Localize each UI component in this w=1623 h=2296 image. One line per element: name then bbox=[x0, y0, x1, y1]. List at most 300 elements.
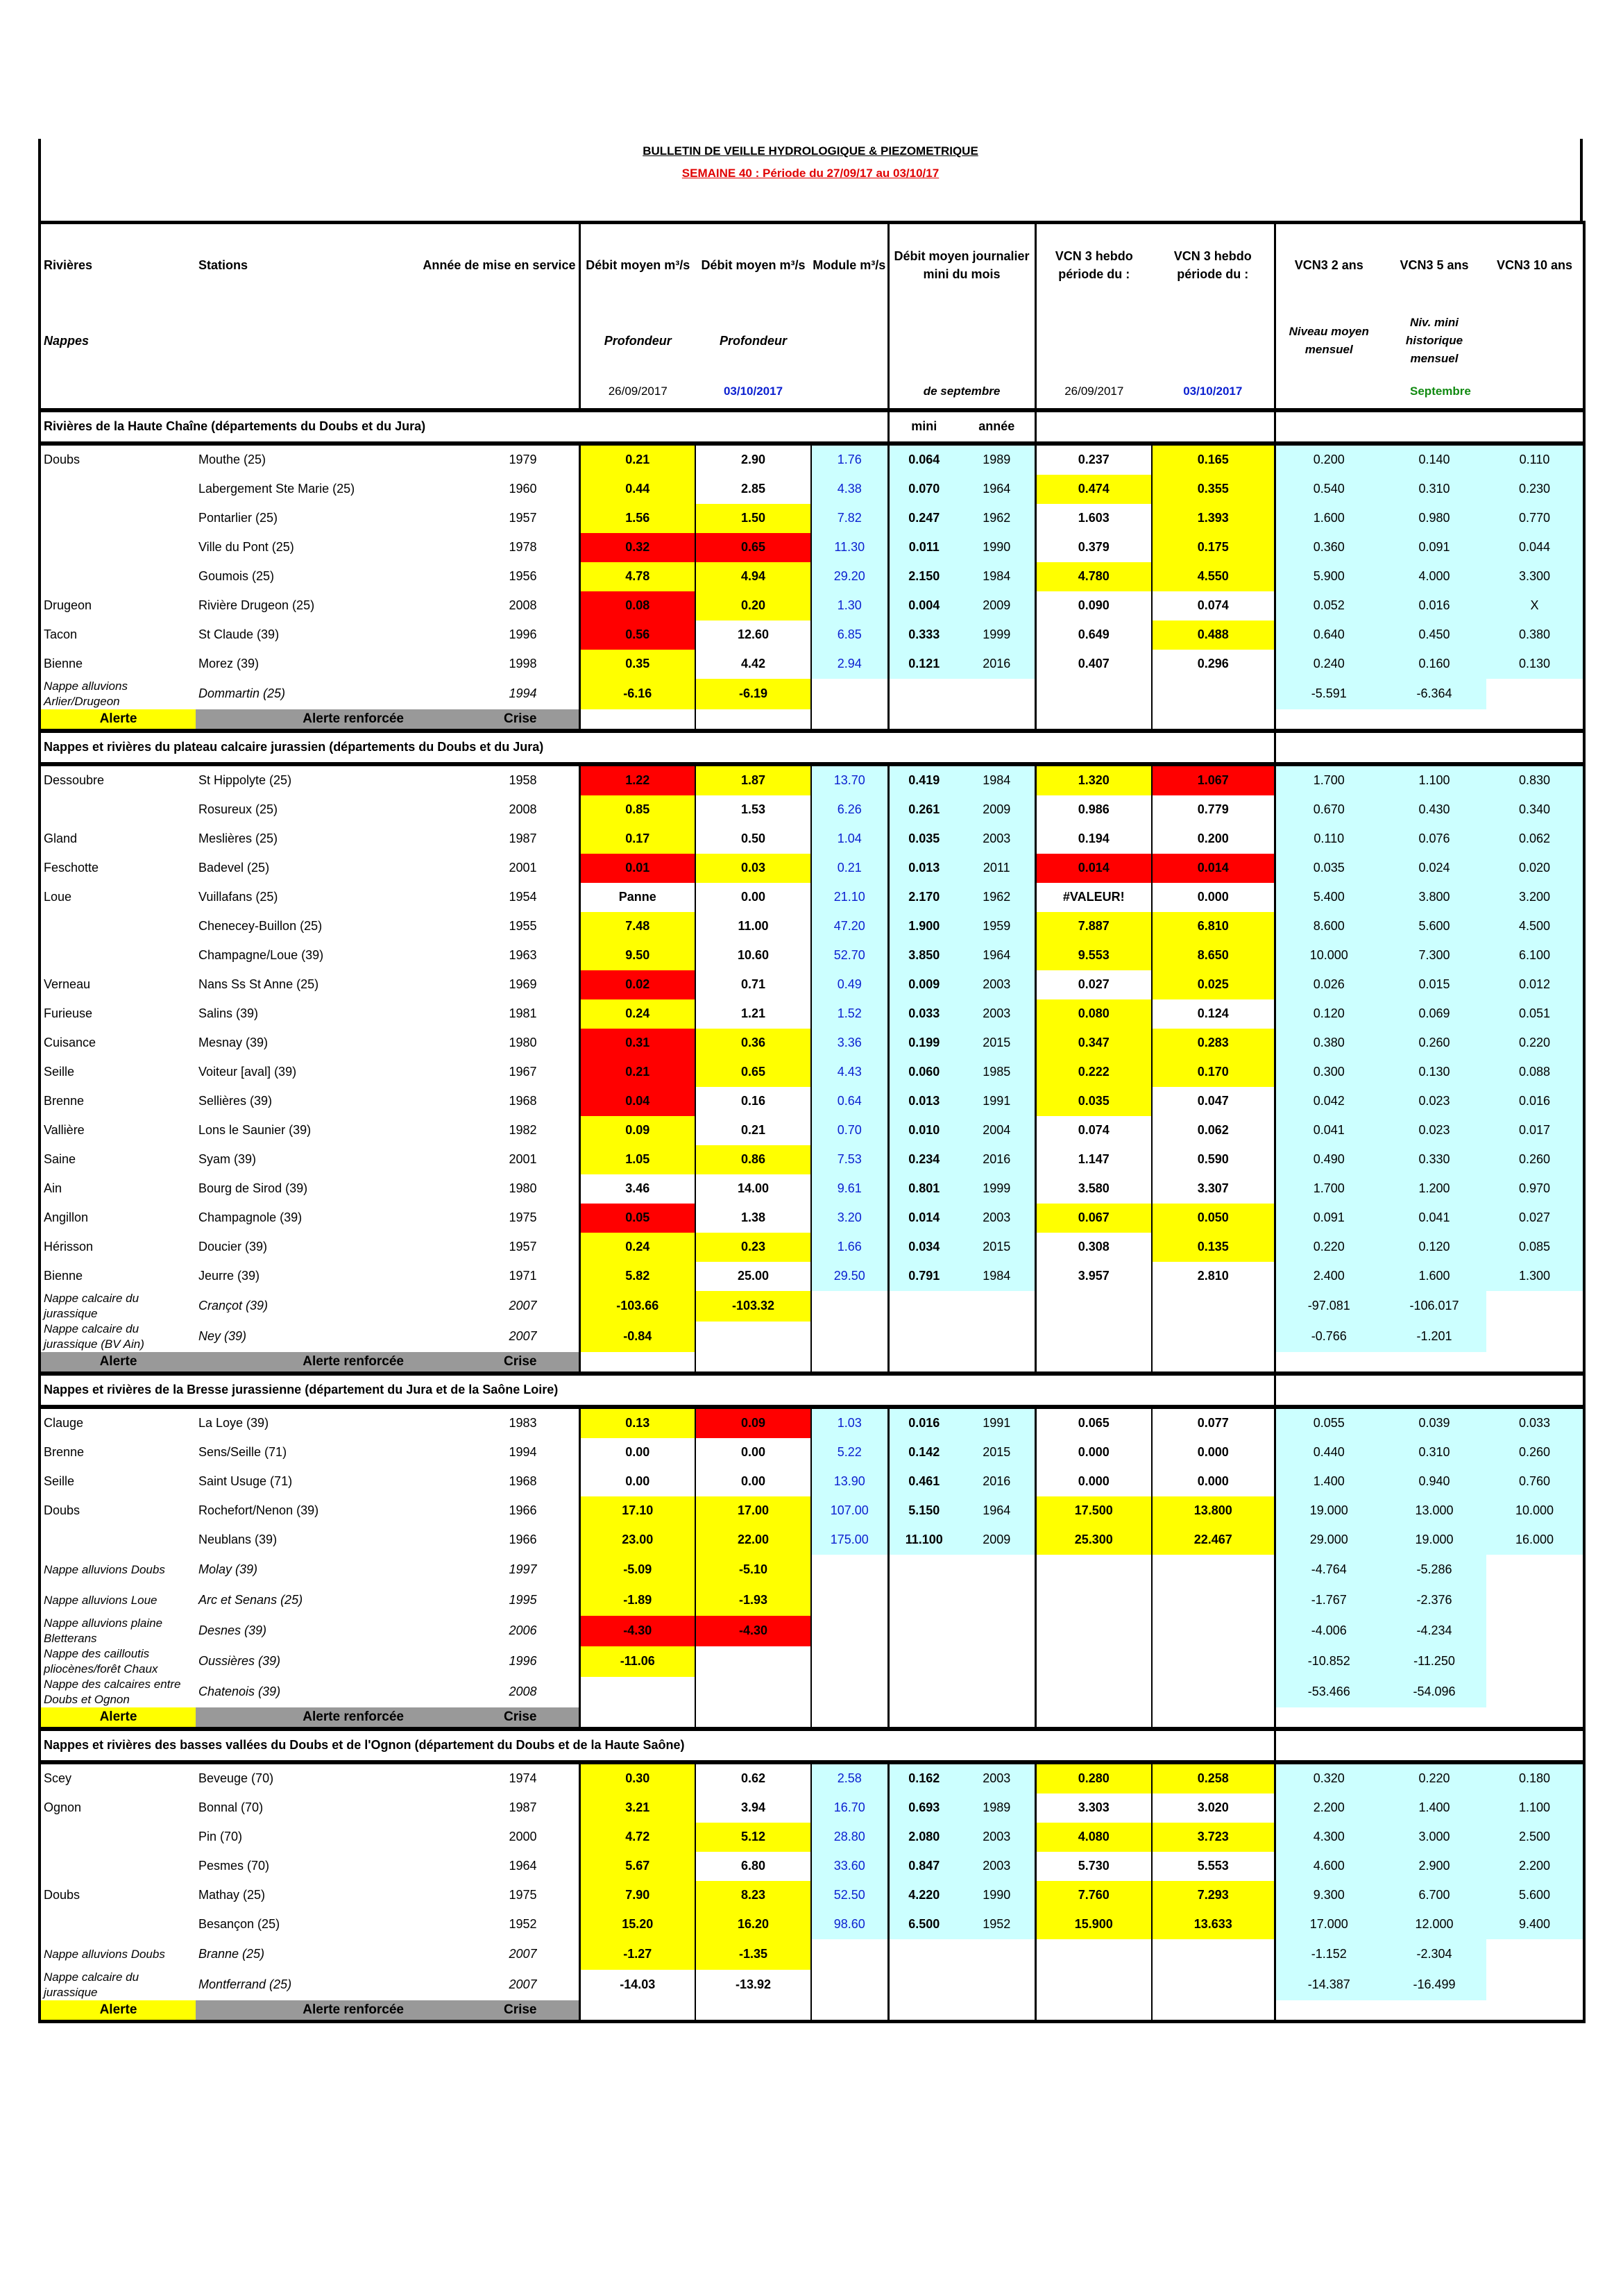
debit2-cell: 2.85 bbox=[695, 475, 811, 504]
station-cell: Morez (39) bbox=[198, 657, 260, 670]
vcn3-5ans-cell: 1.600 bbox=[1382, 1262, 1486, 1291]
vcn3-5ans-cell: 0.120 bbox=[1382, 1233, 1486, 1262]
vcn3-2ans-cell: 0.540 bbox=[1275, 475, 1382, 504]
debit-mini-cell: 0.004 bbox=[888, 591, 959, 621]
profondeur2-cell: -5.10 bbox=[695, 1555, 811, 1585]
station-cell: Salins (39) bbox=[198, 1006, 259, 1020]
vcn3-5ans-cell: 0.069 bbox=[1382, 999, 1486, 1029]
col-debit2: Débit moyen m³/s bbox=[695, 223, 811, 306]
vcn-hebdo2-cell: 0.050 bbox=[1152, 1204, 1275, 1233]
station-cell: Chenecey-Buillon (25) bbox=[198, 919, 323, 933]
module-cell: 7.53 bbox=[811, 1145, 888, 1174]
station-cell: Saint Usuge (71) bbox=[198, 1474, 293, 1488]
vcn-hebdo1-cell: 0.090 bbox=[1035, 591, 1152, 621]
vcn3-10ans-cell: 0.220 bbox=[1486, 1029, 1584, 1058]
col-debit1: Débit moyen m³/s bbox=[579, 223, 695, 306]
vcn3-5ans-cell: 0.450 bbox=[1382, 621, 1486, 650]
debit-mini-cell: 0.070 bbox=[888, 475, 959, 504]
debit-mini-annee-cell: 2015 bbox=[959, 1029, 1035, 1058]
table-row bbox=[40, 1438, 1584, 1467]
module-cell: 13.70 bbox=[811, 764, 888, 795]
debit1-cell: 0.31 bbox=[579, 1029, 695, 1058]
station-cell: Syam (39) bbox=[198, 1152, 257, 1166]
date-debit2: 03/10/2017 bbox=[723, 385, 783, 398]
nappe-cell: Nappe des cailloutis pliocènes/forêt Chaux bbox=[40, 1646, 196, 1677]
station-cell: Sellières (39) bbox=[198, 1094, 273, 1108]
station-cell: Pesmes (70) bbox=[198, 1859, 270, 1873]
vcn-hebdo2-cell: 0.000 bbox=[1152, 1467, 1275, 1496]
debit1-cell: 0.02 bbox=[579, 970, 695, 999]
debit1-cell: 3.21 bbox=[579, 1793, 695, 1823]
vcn-hebdo1-cell: 0.194 bbox=[1035, 825, 1152, 854]
vcn3-2ans-cell: 0.091 bbox=[1275, 1204, 1382, 1233]
vcn3-10ans-cell: 0.017 bbox=[1486, 1116, 1584, 1145]
vcn3-2ans-cell: 17.000 bbox=[1275, 1910, 1382, 1939]
vcn3-5ans-cell: 0.023 bbox=[1382, 1116, 1486, 1145]
profondeur1-cell: -5.09 bbox=[579, 1555, 695, 1585]
debit2-cell: 10.60 bbox=[695, 941, 811, 970]
debit-mini-cell: 0.461 bbox=[888, 1467, 959, 1496]
debit-mini-cell: 11.100 bbox=[888, 1526, 959, 1555]
riviere-cell: Angillon bbox=[40, 1204, 196, 1233]
table-row bbox=[40, 764, 1584, 795]
vcn-hebdo1-cell: 0.065 bbox=[1035, 1407, 1152, 1438]
vcn3-2ans-cell: 1.700 bbox=[1275, 1174, 1382, 1204]
annee-service-cell: 2007 bbox=[509, 1977, 537, 1991]
debit2-cell: 0.86 bbox=[695, 1145, 811, 1174]
station-cell: Vuillafans (25) bbox=[198, 890, 278, 904]
station-cell: Neublans (39) bbox=[198, 1533, 278, 1546]
table-row bbox=[40, 912, 1584, 941]
debit2-cell: 0.50 bbox=[695, 825, 811, 854]
vcn3-5ans-cell: 12.000 bbox=[1382, 1910, 1486, 1939]
legend-alerte: Alerte bbox=[40, 709, 196, 731]
annee-service-cell: 2008 bbox=[509, 598, 537, 612]
debit-mini-annee-cell: 2003 bbox=[959, 1823, 1035, 1852]
riviere-cell bbox=[40, 1823, 196, 1852]
table-row bbox=[40, 1262, 1584, 1291]
debit-mini-cell: 0.014 bbox=[888, 1204, 959, 1233]
vcn-hebdo1-cell: 4.080 bbox=[1035, 1823, 1152, 1852]
debit-mini-cell: 0.199 bbox=[888, 1029, 959, 1058]
vcn3-5ans-cell: 0.260 bbox=[1382, 1029, 1486, 1058]
station-cell: Mesnay (39) bbox=[198, 1036, 269, 1049]
profondeur1-cell: -103.66 bbox=[579, 1291, 695, 1322]
riviere-cell bbox=[40, 1526, 196, 1555]
niveau-moyen-cell: -5.591 bbox=[1275, 679, 1382, 709]
col-profondeur2: Profondeur bbox=[720, 333, 787, 348]
annee-service-cell: 1980 bbox=[509, 1181, 537, 1195]
debit-mini-cell: 0.060 bbox=[888, 1058, 959, 1087]
vcn-hebdo2-cell: 3.020 bbox=[1152, 1793, 1275, 1823]
annee-service-cell: 1994 bbox=[509, 1445, 537, 1459]
bulletin-sheet bbox=[38, 139, 1583, 2023]
vcn3-2ans-cell: 8.600 bbox=[1275, 912, 1382, 941]
vcn3-5ans-cell: 0.016 bbox=[1382, 591, 1486, 621]
module-cell: 9.61 bbox=[811, 1174, 888, 1204]
vcn3-2ans-cell: 1.700 bbox=[1275, 764, 1382, 795]
header-row-rivers bbox=[40, 223, 1584, 306]
debit-mini-cell: 0.016 bbox=[888, 1407, 959, 1438]
vcn3-5ans-cell: 0.130 bbox=[1382, 1058, 1486, 1087]
station-cell: Sens/Seille (71) bbox=[198, 1445, 287, 1459]
niv-mini-cell: -16.499 bbox=[1382, 1970, 1486, 2000]
vcn3-5ans-cell: 6.700 bbox=[1382, 1881, 1486, 1910]
vcn-hebdo2-cell: 0.779 bbox=[1152, 795, 1275, 825]
vcn-hebdo2-cell: 13.800 bbox=[1152, 1496, 1275, 1526]
table-row bbox=[40, 1145, 1584, 1174]
vcn3-5ans-cell: 7.300 bbox=[1382, 941, 1486, 970]
col-stations: Stations bbox=[196, 223, 404, 306]
module-cell: 107.00 bbox=[811, 1496, 888, 1526]
station-cell: Pin (70) bbox=[198, 1830, 243, 1843]
annee-service-cell: 1971 bbox=[509, 1269, 537, 1283]
annee-service-cell: 2007 bbox=[509, 1947, 537, 1961]
vcn-hebdo1-cell: 0.222 bbox=[1035, 1058, 1152, 1087]
vcn-hebdo2-cell: 0.000 bbox=[1152, 883, 1275, 912]
legend-row bbox=[40, 1352, 1584, 1374]
riviere-cell bbox=[40, 533, 196, 562]
debit-mini-annee-cell: 1962 bbox=[959, 504, 1035, 533]
vcn-hebdo2-cell: 2.810 bbox=[1152, 1262, 1275, 1291]
vcn3-10ans-cell: 0.340 bbox=[1486, 795, 1584, 825]
module-cell: 4.43 bbox=[811, 1058, 888, 1087]
vcn3-2ans-cell: 0.380 bbox=[1275, 1029, 1382, 1058]
vcn3-10ans-cell: 1.300 bbox=[1486, 1262, 1584, 1291]
col-vcn3-2ans: VCN3 2 ans bbox=[1275, 223, 1382, 306]
debit-mini-annee-cell: 1991 bbox=[959, 1087, 1035, 1116]
vcn3-10ans-cell: 0.970 bbox=[1486, 1174, 1584, 1204]
vcn3-2ans-cell: 0.440 bbox=[1275, 1438, 1382, 1467]
debit-mini-annee-cell: 1989 bbox=[959, 444, 1035, 475]
annee-service-cell: 1958 bbox=[509, 773, 537, 787]
header-row-nappes bbox=[40, 306, 1584, 375]
vcn3-2ans-cell: 0.320 bbox=[1275, 1762, 1382, 1793]
module-cell: 11.30 bbox=[811, 533, 888, 562]
table-row bbox=[40, 999, 1584, 1029]
vcn-hebdo2-cell: 1.067 bbox=[1152, 764, 1275, 795]
vcn-hebdo1-cell: 1.147 bbox=[1035, 1145, 1152, 1174]
table-row bbox=[40, 1762, 1584, 1793]
debit2-cell: 0.36 bbox=[695, 1029, 811, 1058]
col-vcn-hebdo1: VCN 3 hebdo période du : bbox=[1035, 223, 1152, 306]
vcn3-2ans-cell: 0.640 bbox=[1275, 621, 1382, 650]
table-row bbox=[40, 1793, 1584, 1823]
section-title: Nappes et rivières des basses vallées du Doubs et de l'Ognon (département du Doubs et de la Haute Saône) bbox=[40, 1729, 1275, 1762]
table-row bbox=[40, 650, 1584, 679]
vcn-hebdo1-cell: 0.347 bbox=[1035, 1029, 1152, 1058]
vcn-hebdo2-cell: 1.393 bbox=[1152, 504, 1275, 533]
debit-mini-cell: 0.847 bbox=[888, 1852, 959, 1881]
col-annee-service-label: Année de mise en service bbox=[423, 258, 576, 272]
vcn3-5ans-cell: 0.023 bbox=[1382, 1087, 1486, 1116]
table-row bbox=[40, 883, 1584, 912]
header-row-dates bbox=[40, 375, 1584, 410]
module-cell: 13.90 bbox=[811, 1467, 888, 1496]
annee-service-cell: 1996 bbox=[509, 627, 537, 641]
debit1-cell: 7.90 bbox=[579, 1881, 695, 1910]
debit-mini-cell: 0.261 bbox=[888, 795, 959, 825]
riviere-cell bbox=[40, 504, 196, 533]
vcn-hebdo2-cell: 0.062 bbox=[1152, 1116, 1275, 1145]
annee-service-cell: 1966 bbox=[509, 1533, 537, 1546]
module-cell: 7.82 bbox=[811, 504, 888, 533]
table-row bbox=[40, 504, 1584, 533]
legend-row bbox=[40, 709, 1584, 731]
riviere-cell: Doubs bbox=[40, 1496, 196, 1526]
col-vcn3-10ans: VCN3 10 ans bbox=[1486, 223, 1584, 306]
nappe-cell: Nappe alluvions Loue bbox=[40, 1585, 196, 1616]
vcn-hebdo1-cell: 5.730 bbox=[1035, 1852, 1152, 1881]
station-cell: Desnes (39) bbox=[198, 1623, 267, 1637]
debit1-cell: 0.35 bbox=[579, 650, 695, 679]
debit-mini-cell: 0.064 bbox=[888, 444, 959, 475]
debit-mini-cell: 2.150 bbox=[888, 562, 959, 591]
debit-mini-cell: 0.010 bbox=[888, 1116, 959, 1145]
table-row bbox=[40, 1852, 1584, 1881]
annee-service-cell: 1952 bbox=[509, 1917, 537, 1931]
station-cell: Ville du Pont (25) bbox=[198, 540, 294, 554]
vcn-hebdo1-cell: 0.237 bbox=[1035, 444, 1152, 475]
table-row bbox=[40, 1496, 1584, 1526]
vcn-hebdo2-cell: 0.170 bbox=[1152, 1058, 1275, 1087]
module-cell: 16.70 bbox=[811, 1793, 888, 1823]
annee-service-cell: 1975 bbox=[509, 1210, 537, 1224]
legend-crise: Crise bbox=[404, 1352, 579, 1374]
date-debit1: 26/09/2017 bbox=[579, 375, 695, 410]
nappe-cell: Nappe alluvions Arlier/Drugeon bbox=[40, 679, 196, 709]
vcn3-2ans-cell: 0.052 bbox=[1275, 591, 1382, 621]
vcn3-10ans-cell: 0.016 bbox=[1486, 1087, 1584, 1116]
vcn-hebdo1-cell: 0.000 bbox=[1035, 1438, 1152, 1467]
nappe-cell: Nappe calcaire du jurassique (BV Ain) bbox=[40, 1322, 196, 1352]
profondeur2-cell: -1.35 bbox=[695, 1939, 811, 1970]
debit-mini-cell: 0.801 bbox=[888, 1174, 959, 1204]
debit2-cell: 0.23 bbox=[695, 1233, 811, 1262]
vcn-hebdo1-cell: 7.887 bbox=[1035, 912, 1152, 941]
niv-mini-cell: -1.201 bbox=[1382, 1322, 1486, 1352]
vcn3-5ans-cell: 0.076 bbox=[1382, 825, 1486, 854]
debit2-cell: 14.00 bbox=[695, 1174, 811, 1204]
vcn3-2ans-cell: 0.300 bbox=[1275, 1058, 1382, 1087]
debit-mini-annee-cell: 2003 bbox=[959, 999, 1035, 1029]
riviere-cell: Saine bbox=[40, 1145, 196, 1174]
module-cell: 29.20 bbox=[811, 562, 888, 591]
riviere-cell: Furieuse bbox=[40, 999, 196, 1029]
riviere-cell: Hérisson bbox=[40, 1233, 196, 1262]
riviere-cell: Ognon bbox=[40, 1793, 196, 1823]
vcn3-2ans-cell: 2.400 bbox=[1275, 1262, 1382, 1291]
debit2-cell: 1.53 bbox=[695, 795, 811, 825]
annee-service-cell: 1979 bbox=[509, 453, 537, 466]
debit1-cell: 0.30 bbox=[579, 1762, 695, 1793]
debit-mini-annee-cell: 1964 bbox=[959, 941, 1035, 970]
vcn3-2ans-cell: 2.200 bbox=[1275, 1793, 1382, 1823]
annee-service-cell: 2007 bbox=[509, 1299, 537, 1312]
station-cell: Mathay (25) bbox=[198, 1888, 266, 1902]
debit1-cell: 1.22 bbox=[579, 764, 695, 795]
niv-mini-cell: -5.286 bbox=[1382, 1555, 1486, 1585]
table-row bbox=[40, 1116, 1584, 1145]
debit2-cell: 11.00 bbox=[695, 912, 811, 941]
vcn-hebdo1-cell: 0.080 bbox=[1035, 999, 1152, 1029]
legend-alerte-renforcee: Alerte renforcée bbox=[196, 2000, 404, 2022]
debit1-cell: 0.85 bbox=[579, 795, 695, 825]
debit-mini-annee-cell: 2009 bbox=[959, 591, 1035, 621]
vcn3-10ans-cell: 0.260 bbox=[1486, 1145, 1584, 1174]
module-cell: 28.80 bbox=[811, 1823, 888, 1852]
debit2-cell: 6.80 bbox=[695, 1852, 811, 1881]
nappe-row bbox=[40, 1322, 1584, 1352]
vcn3-5ans-cell: 19.000 bbox=[1382, 1526, 1486, 1555]
vcn3-10ans-cell: 0.044 bbox=[1486, 533, 1584, 562]
table-row bbox=[40, 825, 1584, 854]
col-nappes: Nappes bbox=[40, 306, 196, 375]
profondeur2-cell bbox=[695, 1322, 811, 1352]
annee-service-cell: 2006 bbox=[509, 1623, 537, 1637]
nappe-row bbox=[40, 1555, 1584, 1585]
table-row bbox=[40, 621, 1584, 650]
section-header-row bbox=[40, 731, 1584, 764]
debit2-cell: 0.65 bbox=[695, 533, 811, 562]
profondeur2-cell: -4.30 bbox=[695, 1616, 811, 1646]
profondeur1-cell: -11.06 bbox=[579, 1646, 695, 1677]
vcn-hebdo2-cell: 7.293 bbox=[1152, 1881, 1275, 1910]
table-row bbox=[40, 795, 1584, 825]
debit-mini-annee-cell: 2015 bbox=[959, 1233, 1035, 1262]
annee-service-cell: 1964 bbox=[509, 1859, 537, 1873]
table-row bbox=[40, 1910, 1584, 1939]
annee-service-cell: 2001 bbox=[509, 1152, 537, 1166]
vcn3-10ans-cell: 10.000 bbox=[1486, 1496, 1584, 1526]
annee-service-cell: 2008 bbox=[509, 1685, 537, 1698]
debit2-cell: 2.90 bbox=[695, 444, 811, 475]
vcn-hebdo2-cell: 0.258 bbox=[1152, 1762, 1275, 1793]
vcn3-2ans-cell: 0.220 bbox=[1275, 1233, 1382, 1262]
station-cell: Champagnole (39) bbox=[198, 1210, 303, 1224]
annee-service-cell: 1987 bbox=[509, 1800, 537, 1814]
vcn3-10ans-cell: 0.770 bbox=[1486, 504, 1584, 533]
hydro-table bbox=[38, 221, 1586, 2023]
module-cell: 1.66 bbox=[811, 1233, 888, 1262]
debit-mini-annee-cell: 2003 bbox=[959, 825, 1035, 854]
debit2-cell: 5.12 bbox=[695, 1823, 811, 1852]
table-row bbox=[40, 533, 1584, 562]
vcn3-10ans-cell: 0.230 bbox=[1486, 475, 1584, 504]
module-cell: 1.03 bbox=[811, 1407, 888, 1438]
module-cell: 6.26 bbox=[811, 795, 888, 825]
vcn-hebdo2-cell: 0.165 bbox=[1152, 444, 1275, 475]
nappe-row bbox=[40, 679, 1584, 709]
module-cell: 3.20 bbox=[811, 1204, 888, 1233]
section-title: Nappes et rivières de la Bresse jurassienne (département du Jura et de la Saône Loire) bbox=[40, 1374, 1275, 1407]
annee-service-cell: 1975 bbox=[509, 1888, 537, 1902]
vcn-hebdo1-cell: 0.067 bbox=[1035, 1204, 1152, 1233]
annee-service-cell: 1996 bbox=[509, 1654, 537, 1668]
vcn3-2ans-cell: 1.600 bbox=[1275, 504, 1382, 533]
vcn3-10ans-cell: 0.760 bbox=[1486, 1467, 1584, 1496]
riviere-cell: Tacon bbox=[40, 621, 196, 650]
table-row bbox=[40, 444, 1584, 475]
col-vcn-hebdo2: VCN 3 hebdo période du : bbox=[1152, 223, 1275, 306]
debit-mini-annee-cell: 1952 bbox=[959, 1910, 1035, 1939]
vcn3-5ans-cell: 0.091 bbox=[1382, 533, 1486, 562]
debit-mini-cell: 0.013 bbox=[888, 1087, 959, 1116]
station-cell: Oussières (39) bbox=[198, 1654, 281, 1668]
niveau-moyen-cell: -14.387 bbox=[1275, 1970, 1382, 2000]
debit-mini-annee-cell: 2003 bbox=[959, 1204, 1035, 1233]
vcn3-2ans-cell: 10.000 bbox=[1275, 941, 1382, 970]
annee-service-cell: 1954 bbox=[509, 890, 537, 904]
station-cell: Champagne/Loue (39) bbox=[198, 948, 324, 962]
vcn3-5ans-cell: 0.940 bbox=[1382, 1467, 1486, 1496]
debit2-cell: 0.16 bbox=[695, 1087, 811, 1116]
debit2-cell: 1.50 bbox=[695, 504, 811, 533]
nappe-cell: Nappe alluvions Doubs bbox=[40, 1555, 196, 1585]
vcn3-2ans-cell: 0.042 bbox=[1275, 1087, 1382, 1116]
debit-mini-cell: 0.011 bbox=[888, 533, 959, 562]
riviere-cell: Cuisance bbox=[40, 1029, 196, 1058]
vcn-hebdo2-cell: 13.633 bbox=[1152, 1910, 1275, 1939]
profondeur1-cell bbox=[579, 1677, 695, 1707]
debit1-cell: 0.13 bbox=[579, 1407, 695, 1438]
debit2-cell: 1.38 bbox=[695, 1204, 811, 1233]
debit-mini-annee-cell: 1959 bbox=[959, 912, 1035, 941]
vcn-hebdo1-cell: 9.553 bbox=[1035, 941, 1152, 970]
debit-mini-cell: 0.034 bbox=[888, 1233, 959, 1262]
vcn-hebdo2-cell: 0.047 bbox=[1152, 1087, 1275, 1116]
debit1-cell: 0.05 bbox=[579, 1204, 695, 1233]
debit2-cell: 22.00 bbox=[695, 1526, 811, 1555]
annee-service-cell: 1968 bbox=[509, 1094, 537, 1108]
module-cell: 21.10 bbox=[811, 883, 888, 912]
debit-mini-cell: 0.035 bbox=[888, 825, 959, 854]
vcn-hebdo2-cell: 0.355 bbox=[1152, 475, 1275, 504]
riviere-cell: Vallière bbox=[40, 1116, 196, 1145]
debit1-cell: 5.67 bbox=[579, 1852, 695, 1881]
col-niv-mini: Niv. mini historique mensuel bbox=[1405, 315, 1463, 365]
module-cell: 52.70 bbox=[811, 941, 888, 970]
riviere-cell: Seille bbox=[40, 1058, 196, 1087]
vcn-hebdo2-cell: 0.488 bbox=[1152, 621, 1275, 650]
vcn3-2ans-cell: 9.300 bbox=[1275, 1881, 1382, 1910]
debit-mini-cell: 0.791 bbox=[888, 1262, 959, 1291]
legend-crise: Crise bbox=[404, 1707, 579, 1729]
debit2-cell: 0.20 bbox=[695, 591, 811, 621]
bulletin-title: BULLETIN DE VEILLE HYDROLOGIQUE & PIEZOMETRIQUE bbox=[643, 144, 978, 158]
vcn-hebdo2-cell: 0.283 bbox=[1152, 1029, 1275, 1058]
debit-mini-annee-cell: 2009 bbox=[959, 795, 1035, 825]
debit1-cell: 1.05 bbox=[579, 1145, 695, 1174]
debit-mini-annee-cell: 2003 bbox=[959, 1762, 1035, 1793]
vcn3-10ans-cell: X bbox=[1486, 591, 1584, 621]
riviere-cell: Ain bbox=[40, 1174, 196, 1204]
vcn3-10ans-cell: 0.830 bbox=[1486, 764, 1584, 795]
module-cell: 5.22 bbox=[811, 1438, 888, 1467]
table-row bbox=[40, 475, 1584, 504]
annee-service-cell: 1955 bbox=[509, 919, 537, 933]
debit-mini-cell: 1.900 bbox=[888, 912, 959, 941]
debit2-cell: 17.00 bbox=[695, 1496, 811, 1526]
profondeur1-cell: -6.16 bbox=[579, 679, 695, 709]
vcn-hebdo1-cell: 0.280 bbox=[1035, 1762, 1152, 1793]
debit-mini-annee-cell: 1999 bbox=[959, 621, 1035, 650]
section-title: Nappes et rivières du plateau calcaire jurassien (départements du Doubs et du Jura) bbox=[40, 731, 1275, 764]
station-cell: Besançon (25) bbox=[198, 1917, 280, 1931]
module-cell: 175.00 bbox=[811, 1526, 888, 1555]
vcn3-5ans-cell: 13.000 bbox=[1382, 1496, 1486, 1526]
table-row bbox=[40, 970, 1584, 999]
